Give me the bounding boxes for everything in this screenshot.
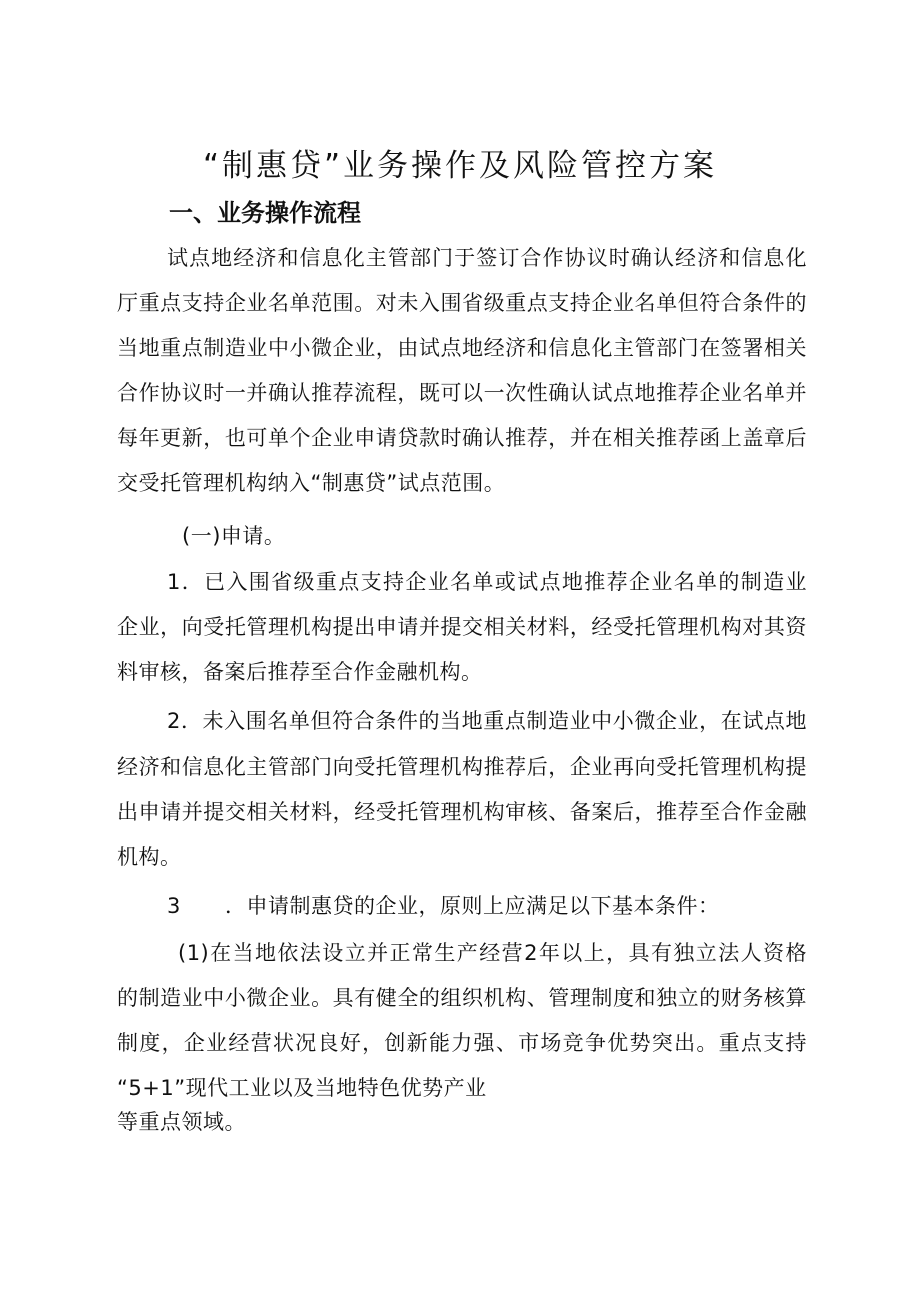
list-item-line: 经济和信息化主管部门向受托管理机构推荐后，企业再向受托管理机构提 xyxy=(117,755,807,779)
paragraph-line: 当地重点制造业中小微企业，由试点地经济和信息化主管部门在签署相关 xyxy=(117,336,807,360)
paragraph-line: 每年更新，也可单个企业申请贷款时确认推荐，并在相关推荐函上盖章后 xyxy=(117,426,807,450)
paragraph-line: 交受托管理机构纳入“制惠贷”试点范围。 xyxy=(117,471,506,495)
list-item-line: 机构。 xyxy=(117,845,182,869)
list-item-line xyxy=(167,891,807,921)
condition-line: “5+1”现代工业以及当地特色优势产业 xyxy=(117,1076,487,1100)
item-number: 3 xyxy=(167,894,181,918)
condition-line: 等重点领域。 xyxy=(117,1110,246,1134)
paragraph-line: 合作协议时一并确认推荐流程，既可以一次性确认试点地推荐企业名单并 xyxy=(117,381,807,405)
condition-line: (1)在当地依法设立并正常生产经营2年以上，具有独立法人资格 xyxy=(178,941,807,965)
document-title: “制惠贷”业务操作及风险管控方案 xyxy=(202,148,718,184)
list-item-line: 企业，向受托管理机构提出申请并提交相关材料，经受托管理机构对其资 xyxy=(117,615,807,639)
list-item-line: 料审核，备案后推荐至合作金融机构。 xyxy=(117,660,483,684)
condition-line: 的制造业中小微企业。具有健全的组织机构、管理制度和独立的财务核算 xyxy=(117,986,807,1010)
list-item-line: 1．已入围省级重点支持企业名单或试点地推荐企业名单的制造业 xyxy=(167,570,807,594)
list-item-line: 出申请并提交相关材料，经受托管理机构审核、备案后，推荐至合作金融 xyxy=(117,800,807,824)
condition-line: 制度，企业经营状况良好，创新能力强、市场竞争优势突出。重点支持 xyxy=(117,1031,807,1055)
section-heading: 一、业务操作流程 xyxy=(169,199,361,227)
paragraph-line: 试点地经济和信息化主管部门于签订合作协议时确认经济和信息化 xyxy=(167,246,807,270)
list-item-line: 2．未入围名单但符合条件的当地重点制造业中小微企业，在试点地 xyxy=(167,709,807,733)
item-text: ．申请制惠贷的企业，原则上应满足以下基本条件： xyxy=(225,894,720,918)
paragraph-line: 厅重点支持企业名单范围。对未入围省级重点支持企业名单但符合条件的 xyxy=(117,291,807,315)
subsection-title: (一)申请。 xyxy=(182,524,286,548)
